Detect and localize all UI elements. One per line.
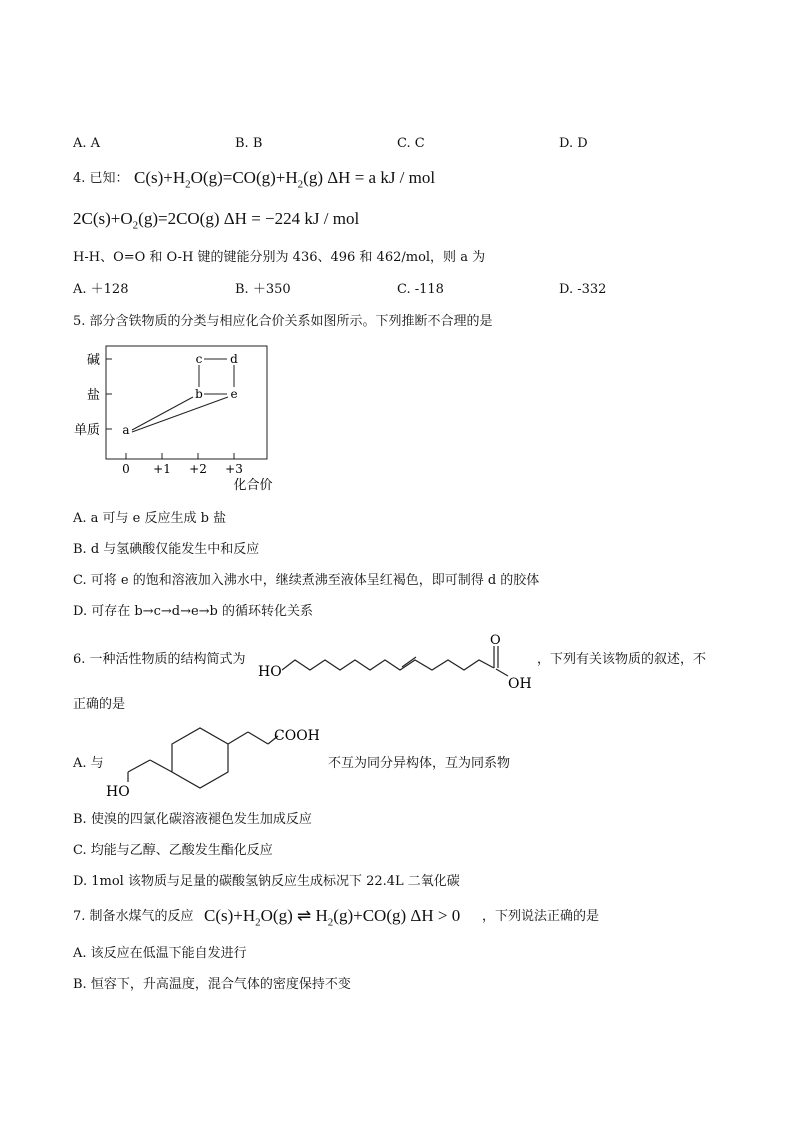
struct2-ch2-1 (150, 760, 172, 772)
struct1-double-bond (402, 657, 416, 667)
q4-option-d: D. -332 (559, 282, 607, 297)
diagram-frame (106, 346, 267, 459)
struct2-ch2-2 (128, 760, 150, 772)
struct1-oh-bond (496, 669, 508, 676)
line-a-e (132, 397, 228, 432)
point-d: d (230, 352, 238, 366)
q4-option-b: B. ＋350 (235, 282, 291, 297)
struct2-ho-label: HO (106, 784, 130, 800)
equilibrium-arrow-icon: ⇌ (297, 906, 312, 925)
q5-option-b: B. d 与氢碘酸仅能发生中和反应 (73, 542, 260, 557)
q4-equation-1: $C(s)+H_2O(g)=CO(g)+H_2(g) \Delta H = a$ kJ / mol (134, 168, 436, 191)
x-label-0: 0 (122, 462, 130, 476)
q7-option-b: B. 恒容下，升高温度，混合气体的密度保持不变 (73, 977, 351, 992)
q7-equation: $C(s)+H_2O(g)$ ⇌ $H_2(g)+CO(g) \Delta H > 0$ (204, 906, 461, 929)
q5-option-d: D. 可存在 b→c→d→e→b 的循环转化关系 (73, 604, 313, 619)
q3-option-c: C. C (397, 136, 425, 151)
q6-structure-cyclohexane (100, 720, 330, 800)
q6-structure-main (258, 632, 538, 692)
x-label-2: +2 (189, 462, 207, 476)
q7-stem-end: ，下列说法正确的是 (482, 909, 600, 924)
q6-stem-start: 6. 一种活性物质的结构简式为 (73, 652, 246, 667)
q7-option-a: A. 该反应在低温下能自发进行 (73, 946, 247, 961)
point-e: e (230, 387, 238, 401)
q5-option-c: C. 可将 e 的饱和溶液加入沸水中，继续煮沸至液体呈红褐色，即可制得 d 的胶体 (73, 573, 540, 588)
iron-valence-diagram (70, 340, 290, 500)
struct1-oh-label: OH (508, 676, 532, 692)
x-label-3: +3 (225, 462, 243, 476)
struct2-cooh-label: COOH (274, 728, 320, 744)
q6-stem-cont: 正确的是 (73, 697, 126, 712)
point-c: c (195, 352, 203, 366)
q7-stem-start: 7. 制备水煤气的反应 (73, 909, 194, 924)
q6-option-b: B. 使溴的四氯化碳溶液褪色发生加成反应 (73, 812, 312, 827)
x-label-1: +1 (153, 462, 171, 476)
y-label-element: 单质 (73, 423, 100, 438)
struct1-ho-label: HO (258, 664, 282, 680)
y-label-base: 碱 (86, 353, 100, 368)
struct1-chain (282, 660, 494, 670)
q6-option-c: C. 均能与乙醇、乙酸发生酯化反应 (73, 843, 273, 858)
y-label-salt: 盐 (86, 388, 100, 403)
q3-option-d: D. D (559, 136, 588, 151)
q3-option-b: B. B (235, 136, 263, 151)
q4-equation-2: $2C(s)+O_2(g)=2CO(g) \Delta H = -224$ kJ / mol (73, 209, 360, 232)
struct2-ring (172, 728, 228, 788)
struct1-o-label: O (490, 633, 501, 648)
q6-stem-end: ，下列有关该物质的叙述，不 (537, 652, 707, 667)
point-a: a (122, 423, 130, 437)
x-axis-title: 化合价 (233, 478, 273, 493)
struct2-chain-1 (228, 732, 248, 744)
q6-option-a-prefix: A. 与 (73, 756, 104, 771)
q4-bond-energy-text: H-H、O=O 和 O-H 键的键能分别为 436、496 和 462/mol，则 a 为 (73, 250, 486, 265)
q3-option-a: A. A (73, 136, 101, 151)
q5-option-a: A. a 可与 e 反应生成 b 盐 (73, 511, 227, 526)
q4-prefix: 4. 已知： (73, 171, 129, 186)
q6-option-d: D. 1mol 该物质与足量的碳酸氢钠反应生成标况下 22.4L 二氧化碳 (73, 874, 460, 889)
struct2-chain-2 (248, 732, 268, 744)
q6-option-a-suffix: 不互为同分异构体，互为同系物 (328, 756, 511, 771)
q5-stem: 5. 部分含铁物质的分类与相应化合价关系如图所示。下列推断不合理的是 (73, 314, 493, 329)
q4-option-a: A. ＋128 (73, 282, 129, 297)
point-b: b (195, 387, 203, 401)
q4-option-c: C. -118 (397, 282, 444, 297)
